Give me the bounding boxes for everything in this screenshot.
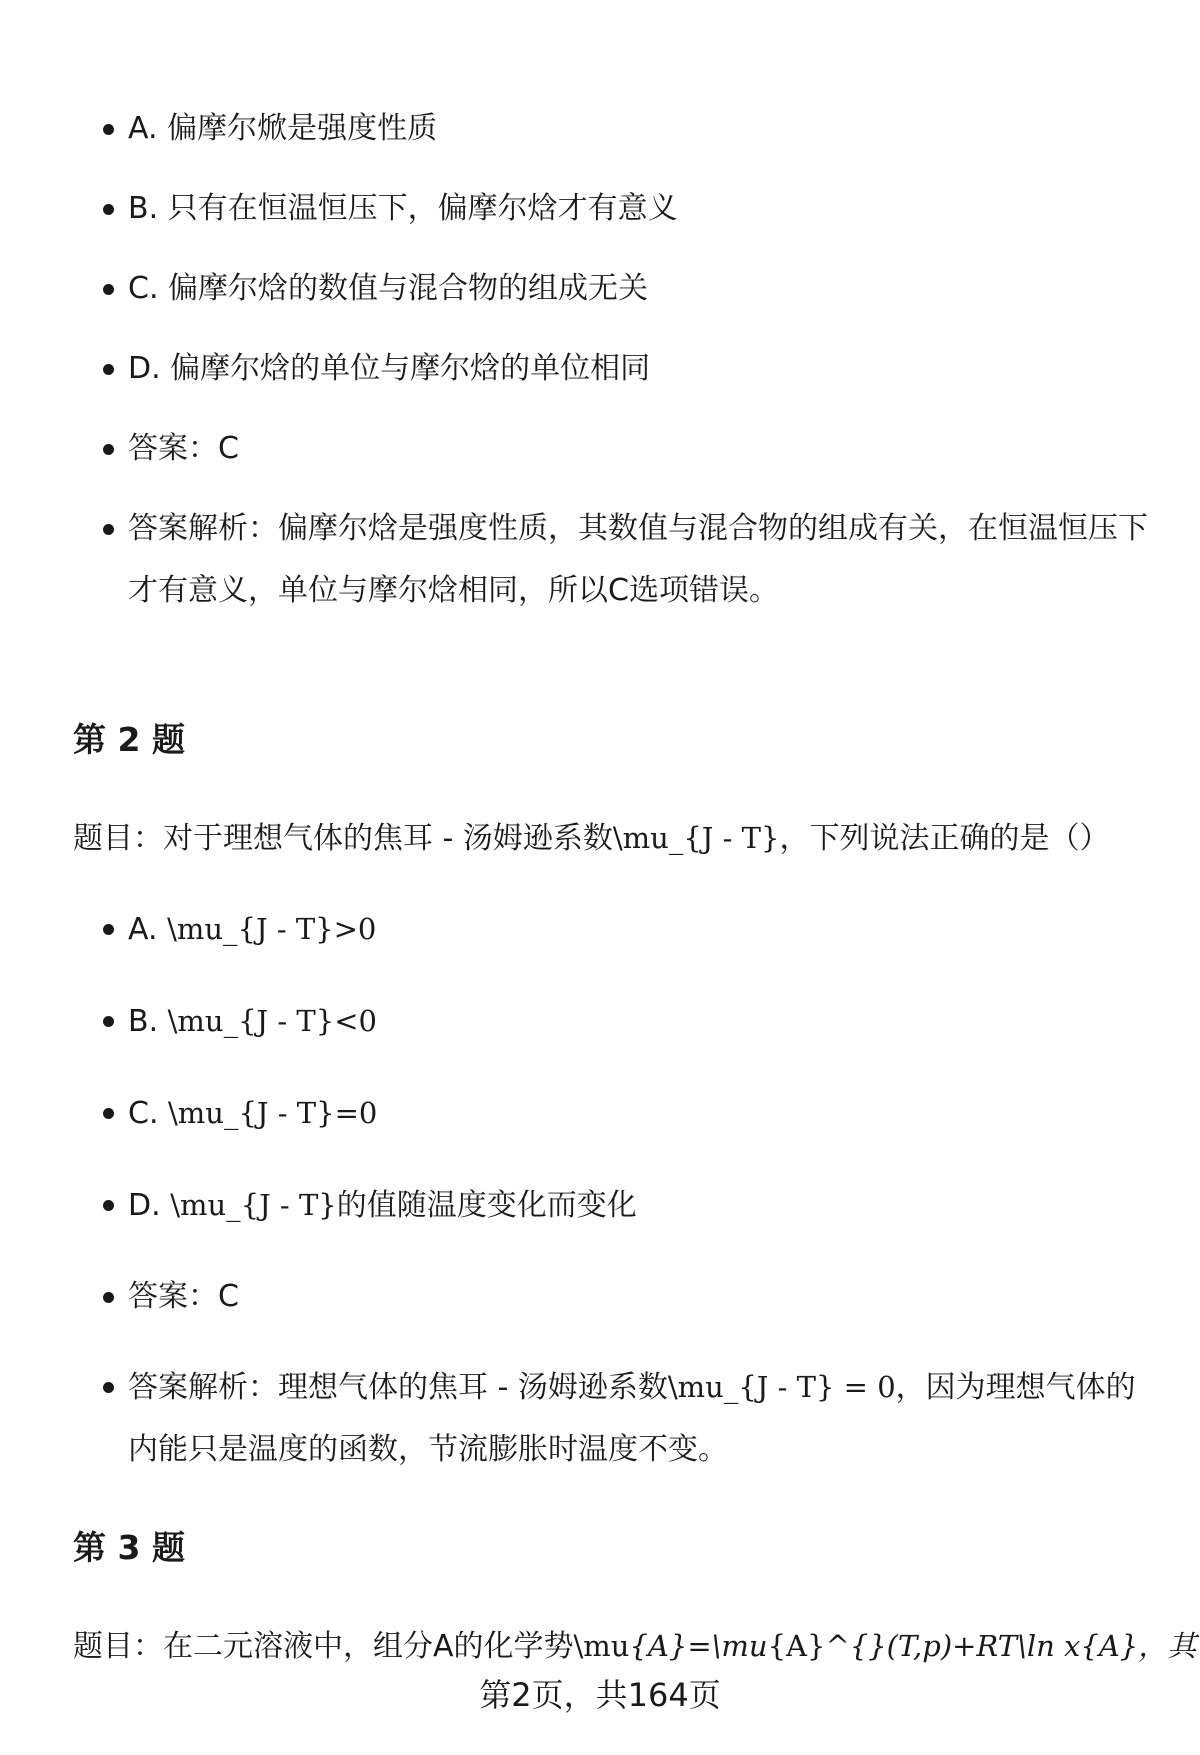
q2-option-c-math: \mu_{J - T}=0 <box>168 1096 378 1130</box>
q2-option-a-math: \mu_{J - T}>0 <box>167 912 377 946</box>
q1-option-b: B. 只有在恒温恒压下，偏摩尔焓才有意义 <box>128 178 1148 240</box>
q3-stem-prefix: 题目：在二元溶液中，组分A的化学势 <box>73 1629 574 1664</box>
q2-option-b <box>128 990 1148 1053</box>
q2-option-a <box>128 898 1148 961</box>
q1-answer: 答案：C <box>128 418 1148 480</box>
q2-explanation-suffix: ，因为理想气体的内能只是温度的函数，节流膨胀时温度不变。 <box>128 1370 1136 1467</box>
q2-explanation-math: \mu_{J - T} = 0 <box>667 1370 896 1404</box>
q2-option-c-prefix: C. <box>128 1096 169 1131</box>
q3-stem-math-1: \mu <box>573 1629 630 1663</box>
q2-stem-math: \mu_{J - T} <box>612 821 780 855</box>
q2-stem-prefix: 题目：对于理想气体的焦耳 - 汤姆逊系数 <box>73 821 613 856</box>
q2-option-a-prefix: A. <box>128 912 168 947</box>
q3-stem-math-4: ^{}(T,p)+RT\ln x{A}，其 <box>825 1629 1197 1663</box>
q3-stem <box>73 1624 1197 1669</box>
q2-option-b-prefix: B. <box>128 1004 168 1039</box>
q2-option-c <box>128 1082 1148 1145</box>
q3-stem-math-2: {A}=\mu <box>629 1629 768 1663</box>
q2-explanation <box>128 1356 1148 1481</box>
q2-stem <box>73 816 1153 861</box>
q2-heading: 第 2 题 <box>73 720 185 759</box>
q2-option-d-prefix: D. <box>128 1188 171 1223</box>
q1-option-d: D. 偏摩尔焓的单位与摩尔焓的单位相同 <box>128 338 1148 400</box>
q2-answer: 答案：C <box>128 1266 1148 1328</box>
q1-option-a: A. 偏摩尔焮是强度性质 <box>128 98 1148 160</box>
page-number-footer: 第2页，共164页 <box>479 1676 721 1714</box>
q3-stem-math-3: {A} <box>767 1629 826 1663</box>
q2-option-d <box>128 1174 1148 1237</box>
q2-option-d-math: \mu_{J - T} <box>170 1188 337 1222</box>
q2-explanation-prefix: 答案解析：理想气体的焦耳 - 汤姆逊系数 <box>128 1370 668 1405</box>
q1-option-c: C. 偏摩尔焓的数值与混合物的组成无关 <box>128 258 1148 320</box>
q2-option-d-suffix: 的值随温度变化而变化 <box>336 1188 637 1223</box>
q3-heading: 第 3 题 <box>73 1528 185 1567</box>
q2-stem-suffix: ，下列说法正确的是（） <box>779 821 1110 856</box>
q1-explanation: 答案解析：偏摩尔焓是强度性质，其数值与混合物的组成有关，在恒温恒压下才有意义，单位与摩尔焓相同，所以C选项错误。 <box>128 498 1148 622</box>
q2-option-b-math: \mu_{J - T}<0 <box>167 1004 377 1038</box>
